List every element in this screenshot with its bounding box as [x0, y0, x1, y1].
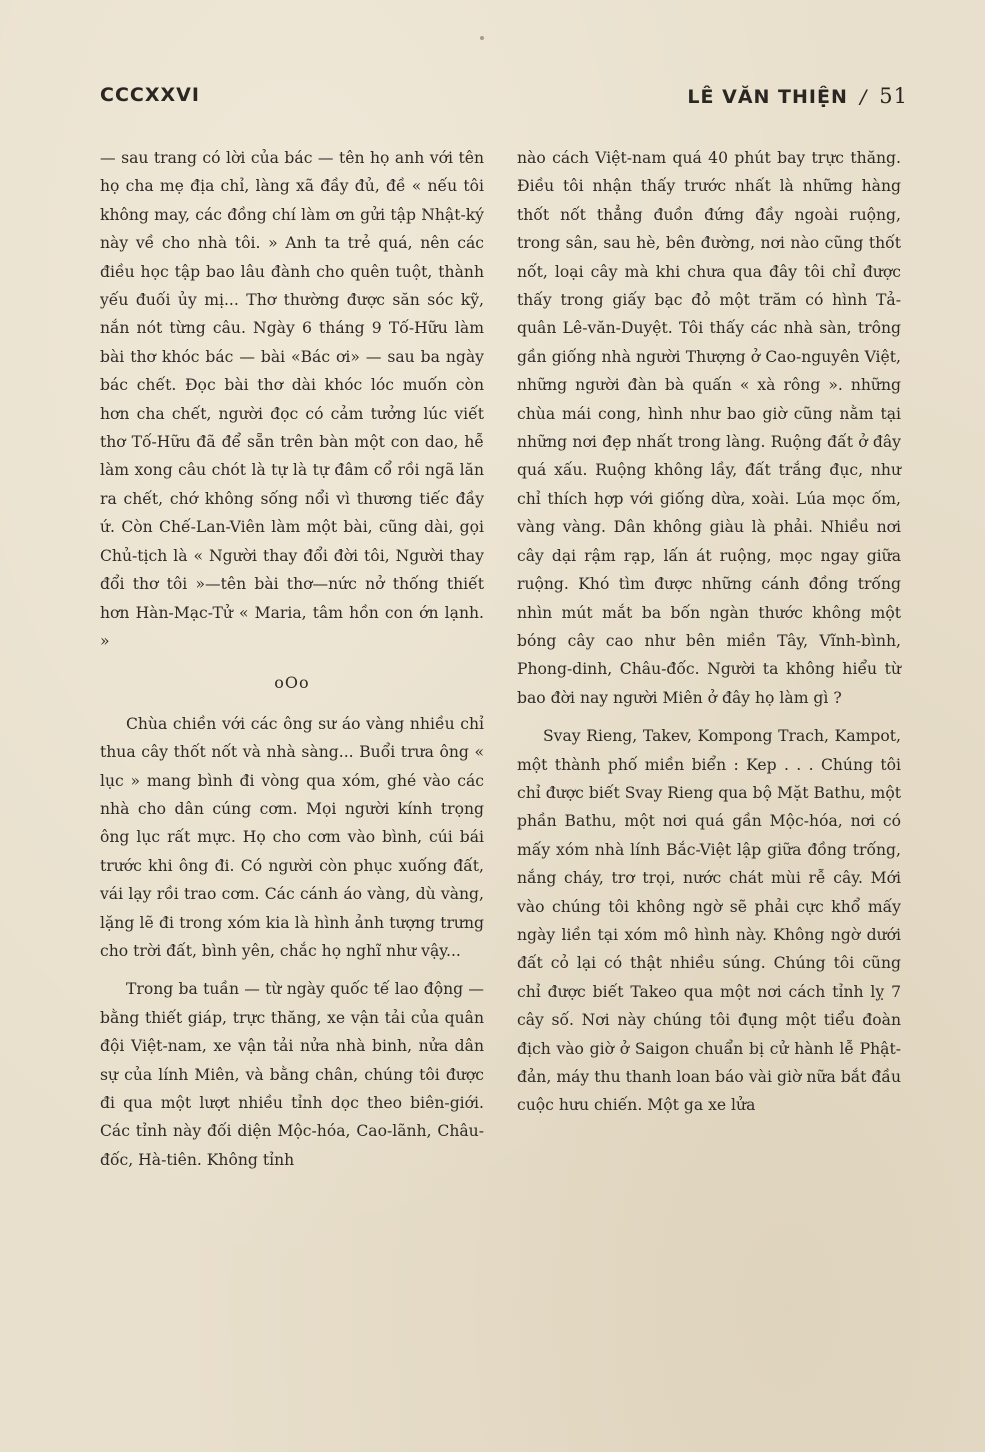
paragraph-diary: — sau trang có lời của bác — tên họ anh với tên họ cha mẹ địa chỉ, làng xã đầy đủ, đề « nếu tôi không may, các đồng chí làm ơn gửi tập Nhật-ký này về cho nhà tôi. » Anh ta trẻ quá, nên các điều học tập bao lâu đành cho quên tuột, thành yếu đuối ủy mị... Thơ thường được săn sóc kỹ, nắn nót từng câu. Ngày 6 tháng 9 Tố-Hữu làm bài thơ khóc bác — bài «Bác ơi» — sau ba ngày bác chết. Đọc bài thơ dài khóc lóc muốn còn hơn cha chết, người đọc có cảm tưởng lúc viết thơ Tố-Hữu đã để sẵn trên bàn một con dao, hễ làm xong câu chót là tự là tự đâm cổ rồi ngã lăn ra chết, chớ không sống nổi vì thương tiếc đầy ứ. Còn Chế-Lan-Viên làm một bài, cũng dài, gọi Chủ-tịch là « Người thay đổi đời tôi, Người thay đổi thơ tôi »—tên bài thơ—nức nở thống thiết hơn Hàn-Mạc-Tử « Maria, tâm hồn con ớn lạnh. » — [100, 149, 484, 650]
section-divider: oOo — [274, 673, 310, 693]
header-author: LÊ VĂN THIỆN — [687, 86, 848, 108]
right-text-column — [517, 144, 901, 1120]
paragraph-pagodas: Chùa chiền với các ông sư áo vàng nhiều chỉ thua cây thốt nốt và nhà sàng... Buổi trưa ông « lục » mang bình đi vòng qua xóm, ghé vào các nhà cho dân cúng cơm. Mọi người kính trọng ông lục rất mực. Họ cho cơm vào bình, cúi bái trước khi ông đi. Có người còn phục xuống đất, vái lạy rồi trao cơm. Các cánh áo vàng, dù vàng, lặng lẽ đi trong xóm kia là hình ảnh tượng trưng cho trời đất, bình yên, chắc họ nghĩ như vậy... — [100, 714, 484, 960]
paragraph-provinces: Svay Rieng, Takev, Kompong Trach, Kampot, một thành phố miền biển : Kep . . . Chúng tôi chỉ được biết Svay Rieng qua bộ Mặt Bathu, một phần Bathu, một nơi quá gần Mộc-hóa, nơi có mấy xóm nhà lính Bắc-Việt lập giữa đồng trống, nắng cháy, trơ trọi, nước chát mùi rễ cây. Mới vào chúng tôi không ngờ sẽ phải cực khổ mấy ngày liền tại xóm mô hình này. Không ngờ dưới đất cỏ lại có thật nhiều súng. Chúng tôi cũng chỉ được biết Takeo qua một nơi cách tỉnh lỵ 7 cây số. Nơi này chúng tôi đụng một tiểu đoàn địch vào giờ ở Saigon chuẩn bị cử hành lễ Phật-đản, máy thu thanh loan báo vài giờ nữa bắt đầu cuộc hưu chiến. Một ga xe lửa — [517, 727, 901, 1115]
header-roman-numeral: CCCXXVI — [100, 84, 200, 106]
header-right — [687, 84, 908, 108]
running-header — [100, 84, 908, 114]
header-separator: / — [859, 86, 868, 108]
paragraph-three-weeks: Trong ba tuần — từ ngày quốc tế lao động — bằng thiết giáp, trực thăng, xe vận tải của quân đội Việt-nam, xe vận tải nửa nhà binh, nửa dân sự của lính Miên, và bằng chân, chúng tôi được đi qua một lượt nhiều tỉnh dọc theo biên-giới. Các tỉnh này đối diện Mộc-hóa, Cao-lãnh, Châu-đốc, Hà-tiên. Không tỉnh — [100, 980, 484, 1169]
page-number: 51 — [879, 84, 908, 108]
left-text-column — [100, 144, 484, 1174]
paragraph-landscape: nào cách Việt-nam quá 40 phút bay trực thăng. Điều tôi nhận thấy trước nhất là những hàng thốt nốt thẳng đuồn đứng đầy ngoài ruộng, trong sân, sau hè, bên đường, nơi nào cũng thốt nốt, loại cây mà khi chưa qua đây tôi chỉ được thấy trong giấy bạc đỏ một trăm có hình Tả-quân Lê-văn-Duyệt. Tôi thấy các nhà sàn, trông gần giống nhà người Thượng ở Cao-nguyên Việt, những người đàn bà quấn « xà rông ». những chùa mái cong, hình như bao giờ cũng nằm tại những nơi đẹp nhất trong làng. Ruộng đất ở đây quá xấu. Ruộng không lầy, đất trắng đục, như chỉ thích hợp với giống dừa, xoài. Lúa mọc ốm, vàng vàng. Dân không giàu là phải. Nhiều nơi cây dại rậm rạp, lấn át ruộng, mọc ngay giữa ruộng. Khó tìm được những cánh đồng trống nhìn mút mắt ba bốn ngàn thước không một bóng cây cao như bên miền Tây, Vĩnh-bình, Phong-dinh, Châu-đốc. Người ta không hiểu từ bao đời nay người Miên ở đây họ làm gì ? — [517, 149, 901, 707]
ink-speck — [480, 36, 484, 40]
